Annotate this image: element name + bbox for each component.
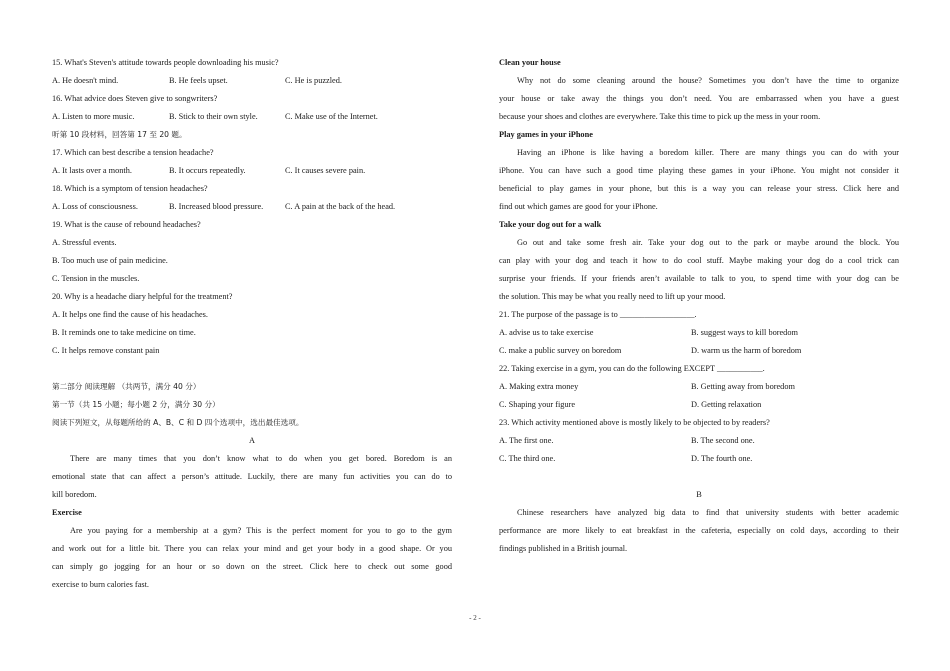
option-d: D. warm us the harm of boredom <box>691 346 802 355</box>
question-21-options-ab <box>499 324 899 342</box>
passage-b-line: findings published in a British journal. <box>499 544 628 553</box>
question-17-stem: 17. Which can best describe a tension headache? <box>52 148 214 157</box>
option-a: A. Loss of consciousness. <box>52 202 138 211</box>
dog-line: can play with your dog and teach it how to do cool stuff. Maybe making your dog do a cool trick can <box>499 256 899 265</box>
option-a: A. Listen to more music. <box>52 112 135 121</box>
option-c: C. Make use of the Internet. <box>285 112 378 121</box>
passage-b-line: performance are more likely to eat breakfast in the cafeteria, especially on cold days, according to their <box>499 526 899 535</box>
question-20-stem: 20. Why is a headache diary helpful for the treatment? <box>52 292 233 301</box>
question-22-options-cd <box>499 396 899 414</box>
option-a: A. It helps one find the cause of his headaches. <box>52 310 208 319</box>
iphone-line: find out which games are good for your iPhone. <box>499 202 658 211</box>
question-21-stem: 21. The purpose of the passage is to __________________. <box>499 310 697 319</box>
option-a: A. The first one. <box>499 436 554 445</box>
option-c: C. A pain at the back of the head. <box>285 202 396 211</box>
option-a: A. Stressful events. <box>52 238 117 247</box>
question-16-stem: 16. What advice does Steven give to songwriters? <box>52 94 218 103</box>
intro-line: There are many times that you don’t know what to do when you get bored. Boredom is an <box>70 454 452 463</box>
question-23-stem: 23. Which activity mentioned above is mostly likely to be objected to by readers? <box>499 418 770 427</box>
option-c: C. He is puzzled. <box>285 76 342 85</box>
option-c: C. It helps remove constant pain <box>52 346 160 355</box>
page-number: - 2 - <box>469 614 481 622</box>
option-c: C. It causes severe pain. <box>285 166 366 175</box>
section-1-heading: 第一节（共 15 小题；每小题 2 分，满分 30 分） <box>52 400 220 409</box>
passage-b-label: B <box>696 490 702 499</box>
passage-b-line: Chinese researchers have analyzed big data to find that university students with better academic <box>517 508 899 517</box>
question-21-options-cd <box>499 342 899 360</box>
part-2-heading: 第二部分 阅读理解 （共两节，满分 40 分） <box>52 382 201 391</box>
question-18-options <box>52 198 452 216</box>
iphone-line: beneficial to play games in your phone, but this is a way you can release your stress. Click here and <box>499 184 899 193</box>
exercise-line: Are you paying for a membership at a gym? This is the perfect moment for you to go to the gym <box>70 526 452 535</box>
dog-line: the solution. This may be what you really need to lift up your mood. <box>499 292 726 301</box>
exercise-line: exercise to burn calories fast. <box>52 580 149 589</box>
exercise-line: can simply go jogging for an hour or so down on the street. Click here to check out some good <box>52 562 452 571</box>
option-b: B. Too much use of pain medicine. <box>52 256 168 265</box>
reading-instruction: 阅读下列短文，从每题所给的 A、B、C 和 D 四个选项中，选出最佳选项。 <box>52 418 304 427</box>
passage-a-label: A <box>249 436 255 445</box>
option-a: A. He doesn't mind. <box>52 76 119 85</box>
option-a: A. Making extra money <box>499 382 579 391</box>
option-a: A. advise us to take exercise <box>499 328 594 337</box>
iphone-heading: Play games in your iPhone <box>499 130 593 139</box>
option-b: B. The second one. <box>691 436 755 445</box>
question-22-stem: 22. Taking exercise in a gym, you can do the following EXCEPT ___________. <box>499 364 765 373</box>
option-c: C. The third one. <box>499 454 556 463</box>
house-line: your house or take away the things you don’t need. You are embarrassed when you have a guest <box>499 94 899 103</box>
question-23-options-cd <box>499 450 899 468</box>
option-b: B. It reminds one to take medicine on time. <box>52 328 196 337</box>
dog-line: Go out and take some fresh air. Take your dog out to the park or maybe around the block. You <box>517 238 899 247</box>
option-c: C. Tension in the muscles. <box>52 274 140 283</box>
option-c: C. make a public survey on boredom <box>499 346 622 355</box>
intro-line: kill boredom. <box>52 490 97 499</box>
option-d: D. The fourth one. <box>691 454 753 463</box>
option-a: A. It lasts over a month. <box>52 166 132 175</box>
right-column <box>499 54 899 558</box>
iphone-line: iPhone. You can have such a good time playing these games in your iPhone. You might not consider it <box>499 166 899 175</box>
question-23-options-ab <box>499 432 899 450</box>
question-22-options-ab <box>499 378 899 396</box>
house-line: Why not do some cleaning around the house? Sometimes you don’t have the time to organize <box>517 76 899 85</box>
section-10-instruction: 听第 10 段材料，回答第 17 至 20 题。 <box>52 130 187 139</box>
dog-heading: Take your dog out for a walk <box>499 220 602 229</box>
exercise-line: and work out for a little bit. There you can relax your mind and get your body in a good shape. Or you <box>52 544 452 553</box>
option-b: B. Increased blood pressure. <box>169 202 264 211</box>
left-column <box>52 54 452 594</box>
dog-line: surprise your friends. If your friends aren’t available to talk to you, to spend time with your dog can be <box>499 274 899 283</box>
intro-line: emotional state that can affect a person’s attitude. Luckily, there are many fun activities you can do to <box>52 472 452 481</box>
question-16-options <box>52 108 452 126</box>
exercise-heading: Exercise <box>52 508 82 517</box>
option-b: B. Stick to their own style. <box>169 112 258 121</box>
option-b: B. He feels upset. <box>169 76 228 85</box>
iphone-line: Having an iPhone is like having a boredom killer. There are many things you can do with your <box>517 148 899 157</box>
option-c: C. Shaping your figure <box>499 400 576 409</box>
question-19-stem: 19. What is the cause of rebound headaches? <box>52 220 201 229</box>
question-15-options <box>52 72 452 90</box>
house-line: because your shoes and clothes are everywhere. Take this time to pick up the mess in your room. <box>499 112 821 121</box>
question-18-stem: 18. Which is a symptom of tension headaches? <box>52 184 208 193</box>
question-15-stem: 15. What's Steven's attitude towards people downloading his music? <box>52 58 279 67</box>
option-b: B. It occurs repeatedly. <box>169 166 246 175</box>
option-b: B. suggest ways to kill boredom <box>691 328 798 337</box>
clean-house-heading: Clean your house <box>499 58 561 67</box>
option-d: D. Getting relaxation <box>691 400 762 409</box>
option-b: B. Getting away from boredom <box>691 382 795 391</box>
question-17-options <box>52 162 452 180</box>
